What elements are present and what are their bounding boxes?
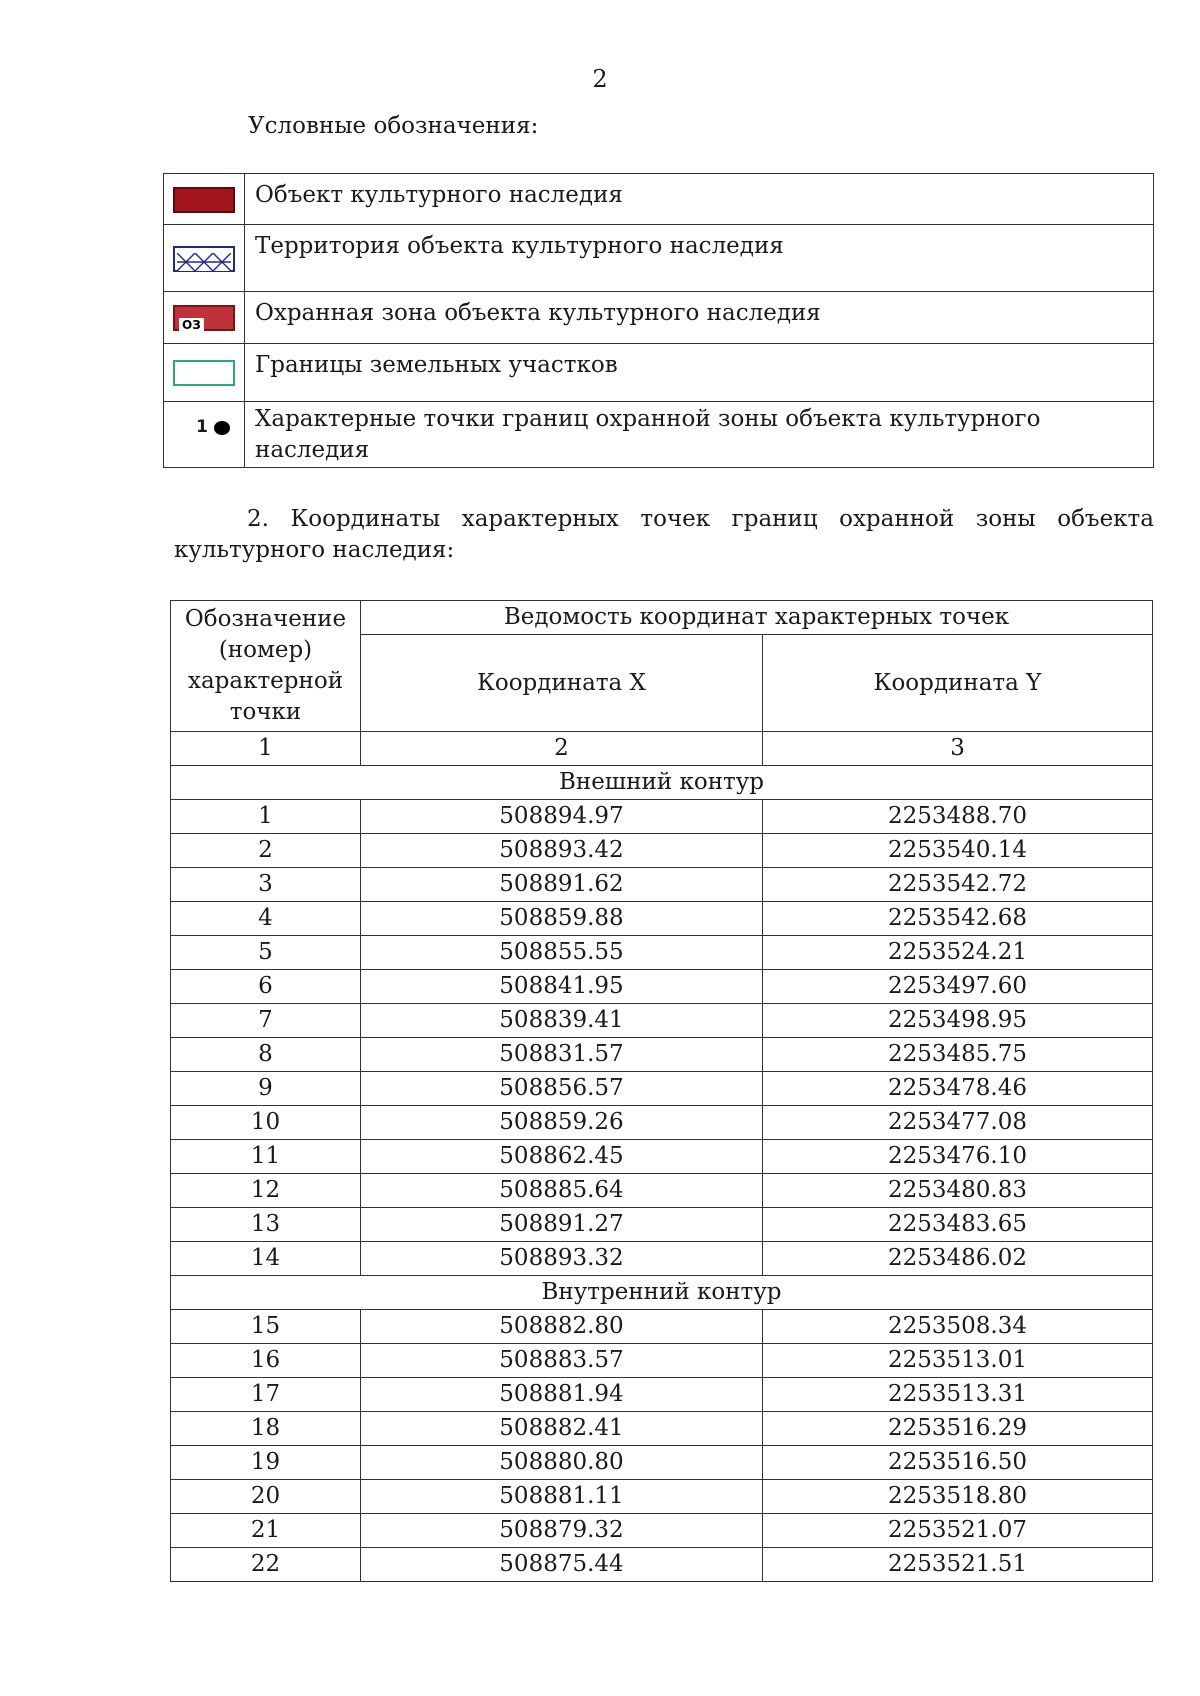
y-coordinate-cell: 2253483.65 xyxy=(763,1208,1153,1242)
legend-row xyxy=(164,292,1154,344)
designation-column-header: Обозначение (номер) характерной точки xyxy=(171,601,361,732)
point-number-cell: 10 xyxy=(171,1106,361,1140)
legend-symbol-cell xyxy=(164,225,245,292)
territory-hatch-icon xyxy=(177,253,231,271)
point-number-cell: 7 xyxy=(171,1004,361,1038)
table-row xyxy=(171,1514,1153,1548)
y-coordinate-cell: 2253477.08 xyxy=(763,1106,1153,1140)
table-row xyxy=(171,1310,1153,1344)
y-coordinate-cell: 2253516.50 xyxy=(763,1446,1153,1480)
x-coordinate-cell: 508880.80 xyxy=(361,1446,763,1480)
x-coordinate-cell: 508859.26 xyxy=(361,1106,763,1140)
y-coordinate-cell: 2253486.02 xyxy=(763,1242,1153,1276)
header-row xyxy=(171,601,1153,635)
parcel-boundary-symbol-icon xyxy=(173,360,235,386)
point-number-cell: 15 xyxy=(171,1310,361,1344)
y-coordinate-cell: 2253540.14 xyxy=(763,834,1153,868)
y-coordinate-cell: 2253513.31 xyxy=(763,1378,1153,1412)
table-row xyxy=(171,1004,1153,1038)
outer-contour-rows xyxy=(171,800,1153,1276)
point-number-cell: 14 xyxy=(171,1242,361,1276)
point-number-cell: 8 xyxy=(171,1038,361,1072)
x-coordinate-cell: 508859.88 xyxy=(361,902,763,936)
page-number: 2 xyxy=(592,65,608,93)
x-coordinate-cell: 508893.42 xyxy=(361,834,763,868)
x-coordinate-cell: 508831.57 xyxy=(361,1038,763,1072)
y-coordinate-cell: 2253508.34 xyxy=(763,1310,1153,1344)
x-coordinate-cell: 508839.41 xyxy=(361,1004,763,1038)
section-heading: 2. Координаты характерных точек границ охранной зоны объекта культурного наследия: xyxy=(174,506,1154,563)
legend-title: Условные обозначения: xyxy=(248,113,539,139)
column-number: 1 xyxy=(171,732,361,766)
table-row xyxy=(171,1446,1153,1480)
x-column-header: Координата X xyxy=(361,635,763,732)
legend-table xyxy=(163,173,1154,468)
point-number-cell: 13 xyxy=(171,1208,361,1242)
y-coordinate-cell: 2253513.01 xyxy=(763,1344,1153,1378)
point-number-cell: 1 xyxy=(171,800,361,834)
table-row xyxy=(171,1412,1153,1446)
table-row xyxy=(171,1106,1153,1140)
table-row xyxy=(171,1242,1153,1276)
y-coordinate-cell: 2253542.68 xyxy=(763,902,1153,936)
legend-row xyxy=(164,402,1154,468)
x-coordinate-cell: 508885.64 xyxy=(361,1174,763,1208)
legend-symbol-cell xyxy=(164,292,245,344)
point-number-cell: 20 xyxy=(171,1480,361,1514)
y-coordinate-cell: 2253498.95 xyxy=(763,1004,1153,1038)
legend-label: Объект культурного наследия xyxy=(245,174,1154,225)
y-coordinate-cell: 2253542.72 xyxy=(763,868,1153,902)
table-row xyxy=(171,1344,1153,1378)
y-coordinate-cell: 2253521.51 xyxy=(763,1548,1153,1582)
zone-symbol-text: ОЗ xyxy=(179,318,204,332)
table-row xyxy=(171,1140,1153,1174)
point-number-cell: 4 xyxy=(171,902,361,936)
x-coordinate-cell: 508894.97 xyxy=(361,800,763,834)
x-coordinate-cell: 508855.55 xyxy=(361,936,763,970)
column-number: 2 xyxy=(361,732,763,766)
x-coordinate-cell: 508891.62 xyxy=(361,868,763,902)
y-coordinate-cell: 2253497.60 xyxy=(763,970,1153,1004)
y-coordinate-cell: 2253480.83 xyxy=(763,1174,1153,1208)
y-coordinate-cell: 2253478.46 xyxy=(763,1072,1153,1106)
table-row xyxy=(171,902,1153,936)
legend-label: Характерные точки границ охранной зоны объекта культурного наследия xyxy=(245,402,1154,468)
y-coordinate-cell: 2253488.70 xyxy=(763,800,1153,834)
dot-icon xyxy=(214,421,230,435)
point-number-cell: 19 xyxy=(171,1446,361,1480)
x-coordinate-cell: 508882.80 xyxy=(361,1310,763,1344)
column-number: 3 xyxy=(763,732,1153,766)
y-coordinate-cell: 2253524.21 xyxy=(763,936,1153,970)
column-number-row xyxy=(171,732,1153,766)
x-coordinate-cell: 508856.57 xyxy=(361,1072,763,1106)
point-number-cell: 17 xyxy=(171,1378,361,1412)
point-number-cell: 9 xyxy=(171,1072,361,1106)
x-coordinate-cell: 508862.45 xyxy=(361,1140,763,1174)
legend-row xyxy=(164,225,1154,292)
table-row xyxy=(171,970,1153,1004)
inner-contour-rows xyxy=(171,1310,1153,1582)
y-coordinate-cell: 2253476.10 xyxy=(763,1140,1153,1174)
legend-label: Территория объекта культурного наследия xyxy=(245,225,1154,292)
point-number-cell: 11 xyxy=(171,1140,361,1174)
x-coordinate-cell: 508875.44 xyxy=(361,1548,763,1582)
outer-contour-title: Внешний контур xyxy=(171,766,1153,800)
legend-symbol-cell xyxy=(164,174,245,225)
point-symbol-text: 1 xyxy=(196,417,208,437)
y-coordinate-cell: 2253516.29 xyxy=(763,1412,1153,1446)
y-coordinate-cell: 2253521.07 xyxy=(763,1514,1153,1548)
x-coordinate-cell: 508891.27 xyxy=(361,1208,763,1242)
legend-label: Охранная зона объекта культурного наследия xyxy=(245,292,1154,344)
table-row xyxy=(171,800,1153,834)
x-coordinate-cell: 508881.94 xyxy=(361,1378,763,1412)
y-coordinate-cell: 2253518.80 xyxy=(763,1480,1153,1514)
object-symbol-icon xyxy=(173,187,235,213)
table-row xyxy=(171,1072,1153,1106)
point-number-cell: 6 xyxy=(171,970,361,1004)
table-row xyxy=(171,868,1153,902)
point-number-cell: 16 xyxy=(171,1344,361,1378)
x-coordinate-cell: 508879.32 xyxy=(361,1514,763,1548)
coordinates-group-header: Ведомость координат характерных точек xyxy=(361,601,1153,635)
x-coordinate-cell: 508882.41 xyxy=(361,1412,763,1446)
point-number-cell: 18 xyxy=(171,1412,361,1446)
point-number-cell: 12 xyxy=(171,1174,361,1208)
point-number-cell: 22 xyxy=(171,1548,361,1582)
coordinates-table xyxy=(170,600,1153,1582)
legend-symbol-cell xyxy=(164,402,245,468)
point-symbol-icon xyxy=(196,412,230,443)
table-row xyxy=(171,1208,1153,1242)
inner-contour-title: Внутренний контур xyxy=(171,1276,1153,1310)
y-column-header: Координата Y xyxy=(763,635,1153,732)
y-coordinate-cell: 2253485.75 xyxy=(763,1038,1153,1072)
table-row xyxy=(171,1378,1153,1412)
protection-zone-symbol-icon xyxy=(173,305,235,331)
legend-symbol-cell xyxy=(164,344,245,402)
point-number-cell: 3 xyxy=(171,868,361,902)
x-coordinate-cell: 508883.57 xyxy=(361,1344,763,1378)
table-row xyxy=(171,1548,1153,1582)
x-coordinate-cell: 508841.95 xyxy=(361,970,763,1004)
contour-title-row xyxy=(171,1276,1153,1310)
legend-row xyxy=(164,344,1154,402)
contour-title-row xyxy=(171,766,1153,800)
point-number-cell: 2 xyxy=(171,834,361,868)
table-row xyxy=(171,834,1153,868)
point-number-cell: 5 xyxy=(171,936,361,970)
x-coordinate-cell: 508881.11 xyxy=(361,1480,763,1514)
table-row xyxy=(171,1038,1153,1072)
x-coordinate-cell: 508893.32 xyxy=(361,1242,763,1276)
table-row xyxy=(171,1174,1153,1208)
legend-label: Границы земельных участков xyxy=(245,344,1154,402)
legend-row xyxy=(164,174,1154,225)
table-row xyxy=(171,936,1153,970)
point-number-cell: 21 xyxy=(171,1514,361,1548)
table-row xyxy=(171,1480,1153,1514)
territory-symbol-icon xyxy=(173,246,235,272)
